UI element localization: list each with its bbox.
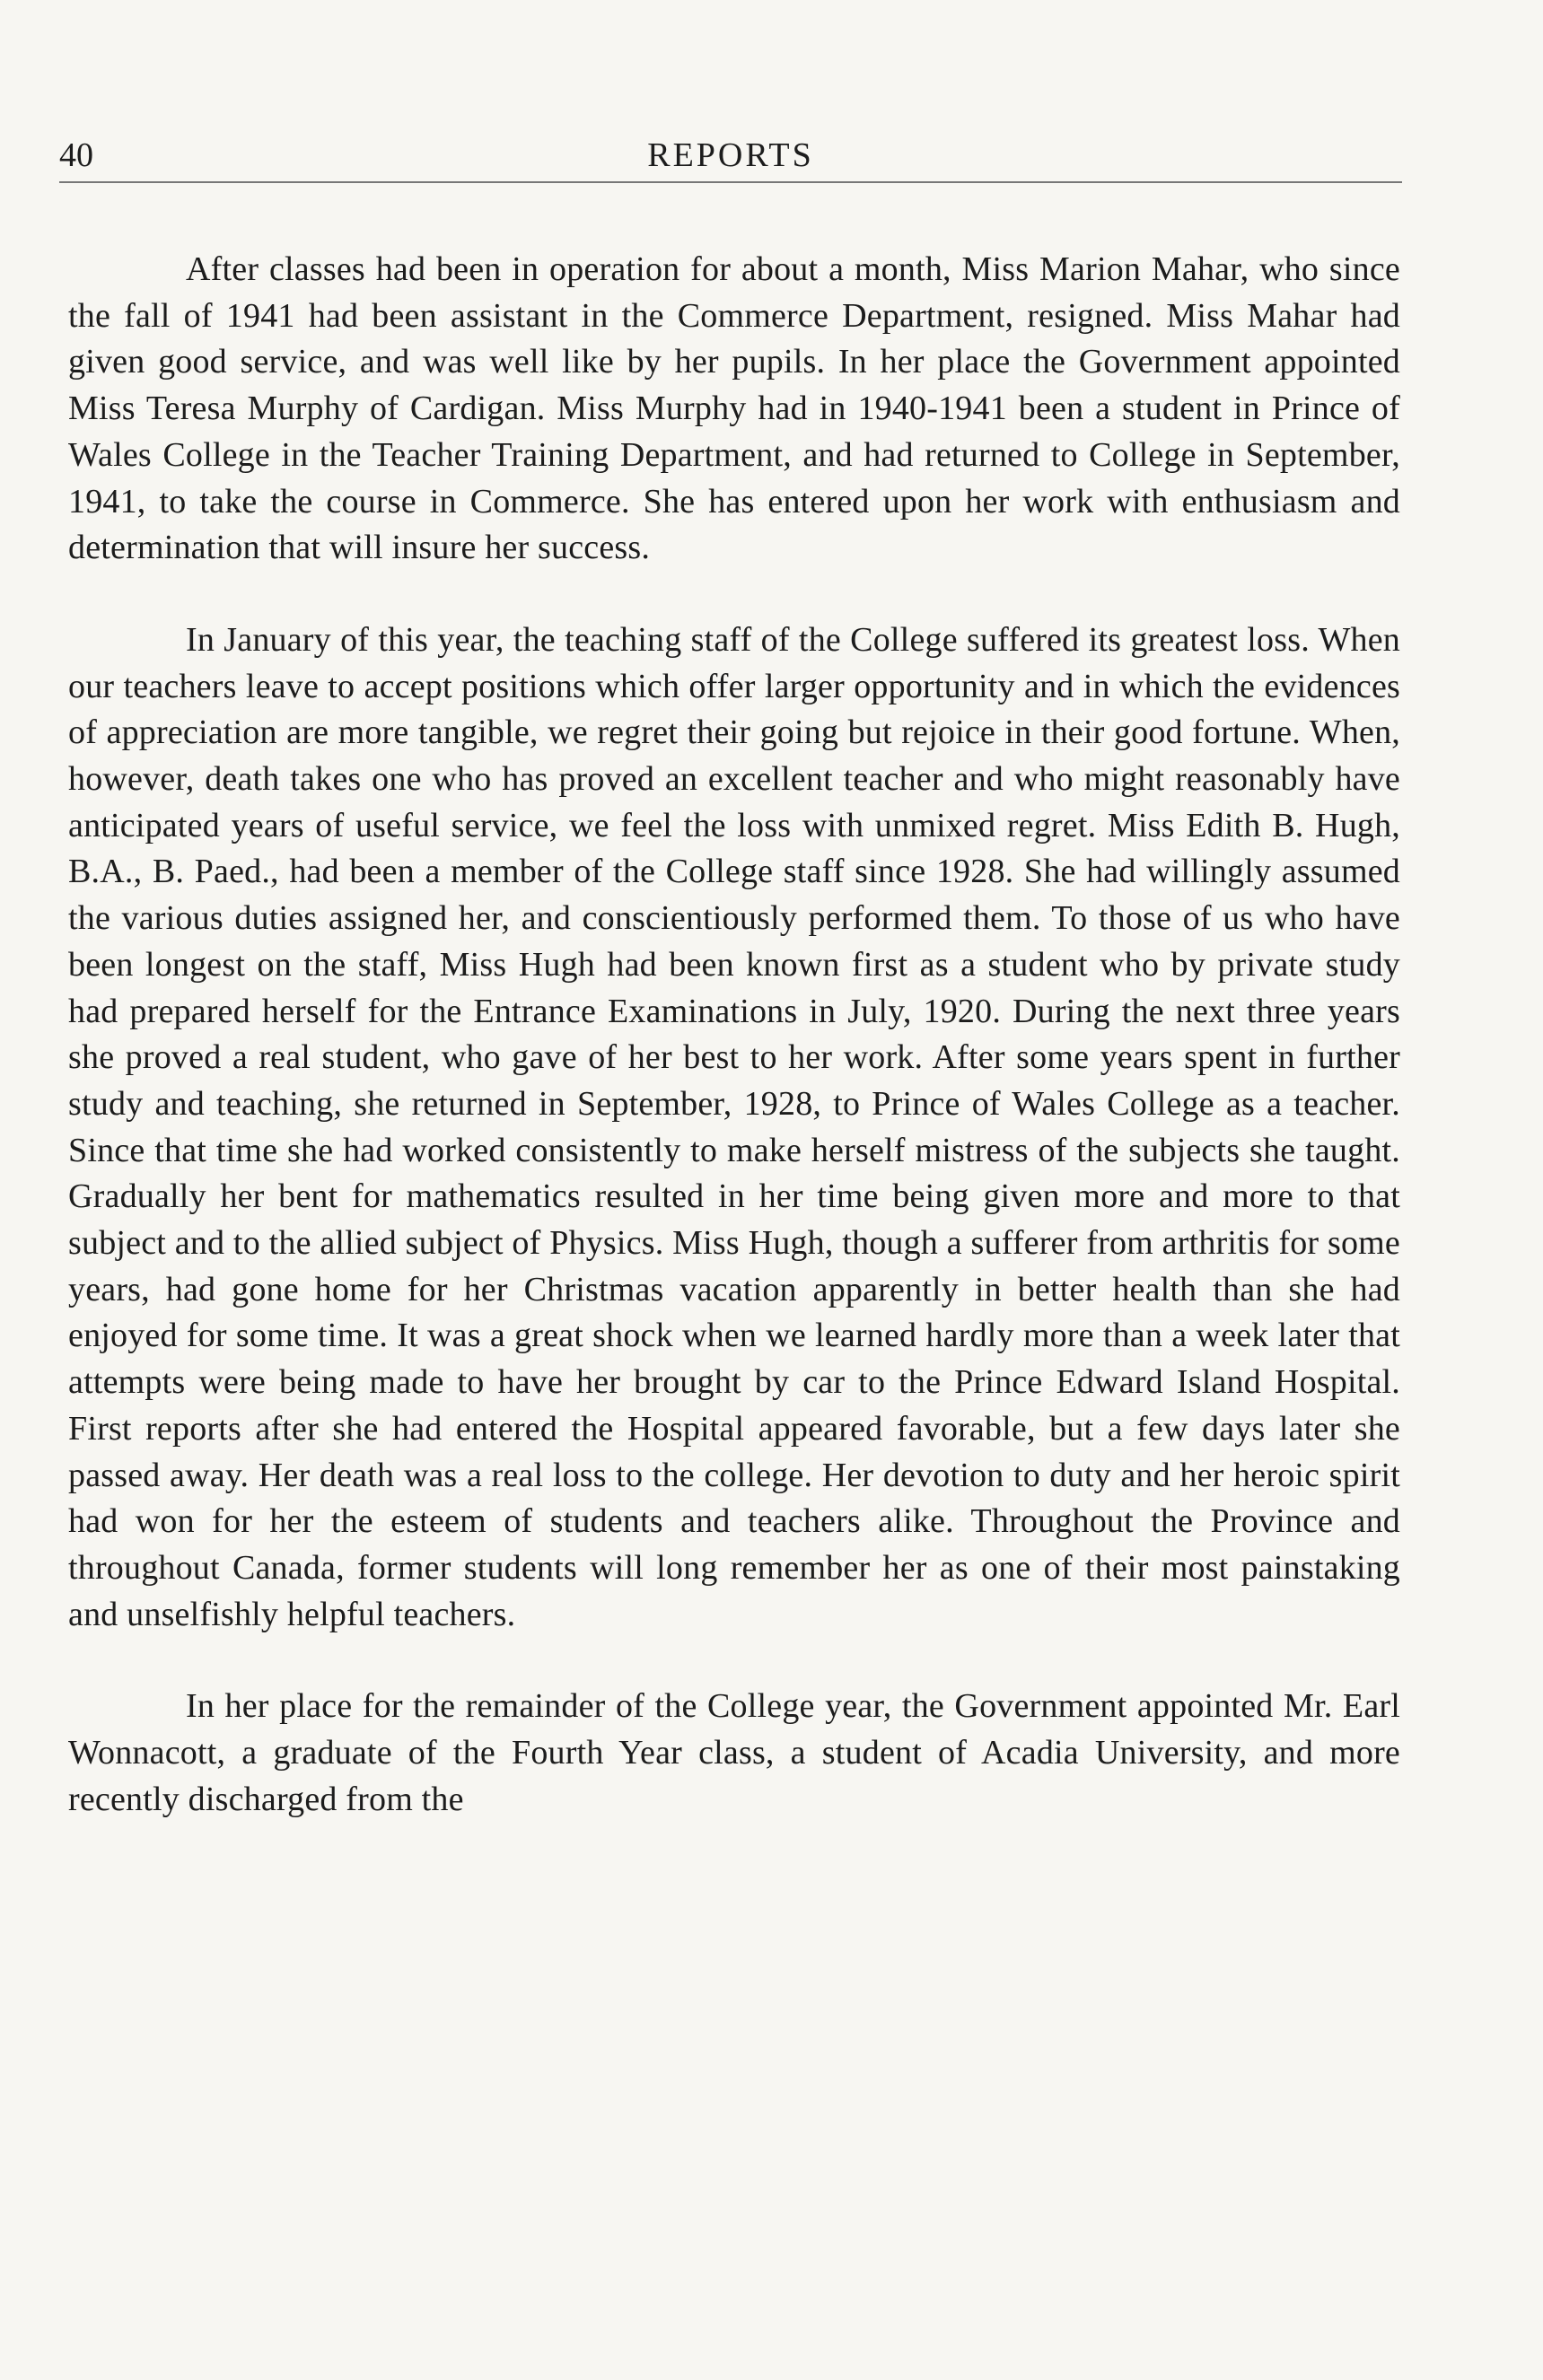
body-text xyxy=(68,247,1400,1869)
header-rule xyxy=(59,181,1402,183)
page-number: 40 xyxy=(59,136,93,174)
paragraph-3: In her place for the remainder of the College year, the Government appointed Mr. Earl Wonnacott, a graduate of the Fourth Year class, a student of Acadia University, and more recently discharged from the xyxy=(68,1687,1400,1818)
paragraph-1: After classes had been in operation for about a month, Miss Marion Mahar, who since the fall of 1941 had been assistant in the Commerce Department, resigned. Miss Mahar had given good service, and was well like by her pupils. In her place the Government appointed Miss Teresa Murphy of Cardigan. Miss Murphy had in 1940-1941 been a student in Prince of Wales College in the Teacher Training Department, and had returned to College in September, 1941, to take the course in Commerce. She has entered upon her work with enthusiasm and determination that will insure her success. xyxy=(68,250,1400,567)
paragraph-2: In January of this year, the teaching staff of the College suffered its greatest loss. When our teachers leave to accept positions which offer larger opportunity and in which the evidences of appreciation are more tangible, we regret their going but rejoice in their good fortune. When, however, death takes one who has proved an excellent teacher and who might reasonably have anticipated years of useful service, we feel the loss with unmixed regret. Miss Edith B. Hugh, B.A., B. Paed., had been a member of the College staff since 1928. She had willingly assumed the various duties assigned her, and conscientiously performed them. To those of us who have been longest on the staff, Miss Hugh had been known first as a student who by private study had prepared herself for the Entrance Examinations in July, 1920. During the next three years she proved a real student, who gave of her best to her work. After some years spent in further study and teaching, she returned in September, 1928, to Prince of Wales College as a teacher. Since that time she had worked consistently to make herself mistress of the subjects she taught. Gradually her bent for mathematics resulted in her time being given more and more to that subject and to the allied subject of Physics. Miss Hugh, though a sufferer from arthritis for some years, had gone home for her Christmas vacation apparently in better health than she had enjoyed for some time. It was a great shock when we learned hardly more than a week later that attempts were being made to have her brought by car to the Prince Edward Island Hospital. First reports after she had entered the Hospital appeared favorable, but a few days later she passed away. Her death was a real loss to the college. Her devotion to duty and her heroic spirit had won for her the esteem of students and teachers alike. Throughout the Province and throughout Canada, former students will long remember her as one of their most painstaking and unselfishly helpful teachers. xyxy=(68,620,1400,1633)
running-head: REPORTS xyxy=(647,136,814,174)
page-header xyxy=(59,135,1402,185)
